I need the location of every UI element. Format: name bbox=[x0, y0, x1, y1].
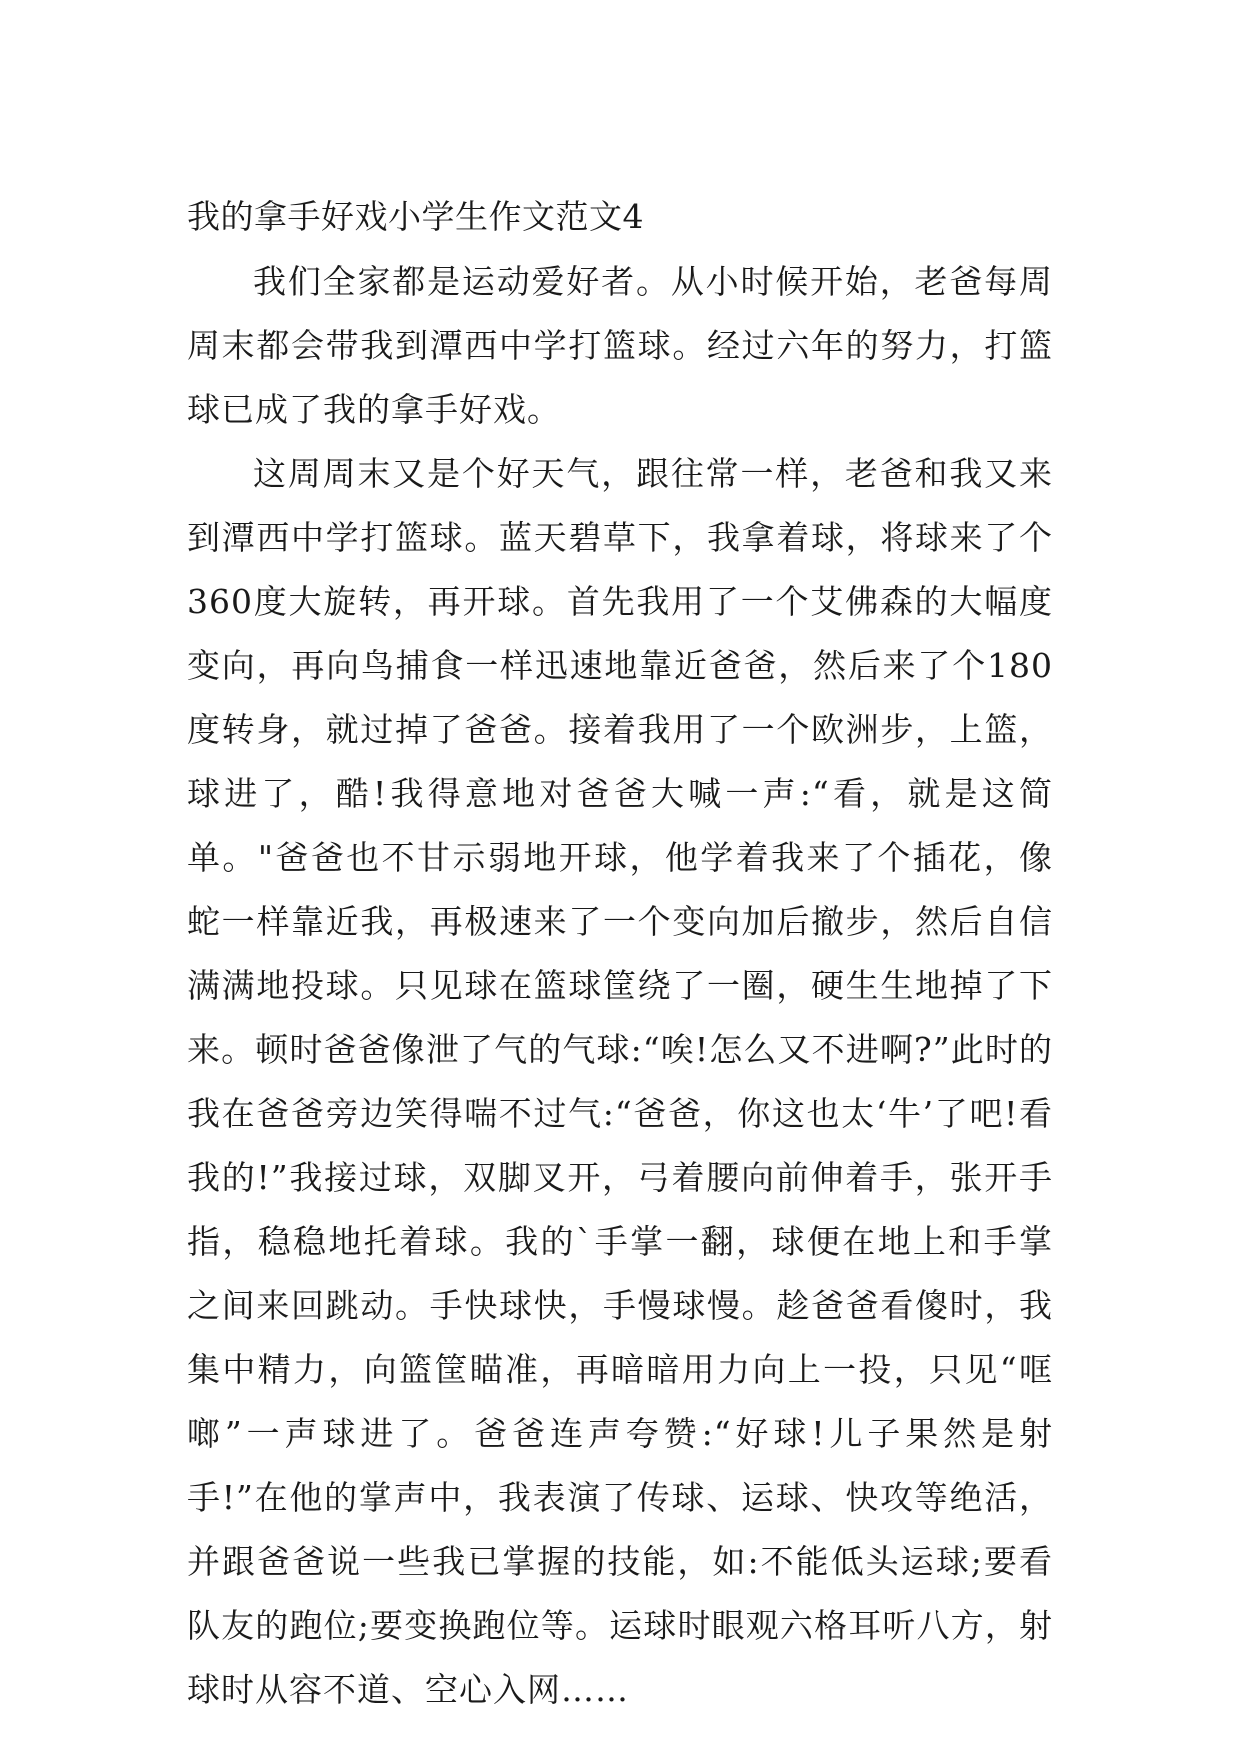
paragraph-1: 我们全家都是运动爱好者。从小时候开始，老爸每周周末都会带我到潭西中学打篮球。经过六年的努力，打篮球已成了我的拿手好戏。 bbox=[187, 262, 1053, 429]
paragraph-2: 这周周末又是个好天气，跟往常一样，老爸和我又来到潭西中学打篮球。蓝天碧草下，我拿着球，将球来了个360度大旋转，再开球。首先我用了一个艾佛森的大幅度变向，再向鸟捕食一样迅速地靠近爸爸，然后来了个180度转身，就过掉了爸爸。接着我用了一个欧洲步，上篮，球进了，酷!我得意地对爸爸大喊一声:“看，就是这简单。"爸爸也不甘示弱地开球，他学着我来了个插花，像蛇一样靠近我，再极速来了一个变向加后撤步，然后自信满满地投球。只见球在篮球筐绕了一圈，硬生生地掉了下来。顿时爸爸像泄了气的气球:“唉!怎么又不进啊?”此时的我在爸爸旁边笑得喘不过气:“爸爸，你这也太‘牛’了吧!看我的!”我接过球，双脚叉开，弓着腰向前伸着手，张开手指，稳稳地托着球。我的`手掌一翻，球便在地上和手掌之间来回跳动。手快球快，手慢球慢。趁爸爸看傻时，我集中精力，向篮筐瞄准，再暗暗用力向上一投，只见“哐啷”一声球进了。爸爸连声夸赞:“好球!儿子果然是射手!”在他的掌声中，我表演了传球、运球、快攻等绝活，并跟爸爸说一些我已掌握的技能，如:不能低头运球;要看队友的跑位;要变换跑位等。运球时眼观六格耳听八方，射球时从容不道、空心入网…… bbox=[187, 454, 1053, 1709]
document-title: 我的拿手好戏小学生作文范文4 bbox=[187, 197, 644, 236]
